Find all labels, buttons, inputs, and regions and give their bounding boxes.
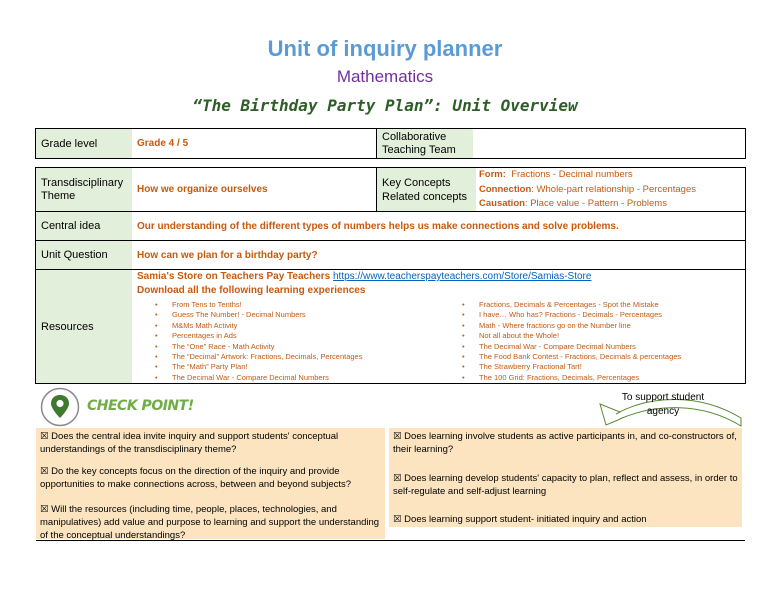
- unit-question-value: How can we plan for a birthday party?: [137, 249, 318, 261]
- agency-callout-text: To support student agency: [621, 392, 705, 417]
- resource-item: • I have… Who has? Fractions - Decimals - Percentages: [462, 310, 681, 320]
- checked-box-icon[interactable]: ☒: [40, 466, 49, 477]
- store-name: Samia's Store on Teachers Pay Teachers: [137, 271, 331, 282]
- key-concepts-title: Key Concepts: [382, 176, 451, 189]
- collaborative-team-label: Collaborative Teaching Team: [377, 129, 473, 158]
- resource-item: • The Strawberry Fractional Tart!: [462, 362, 681, 372]
- checkpoint-item-left-1: ☒ Does the central idea invite inquiry and support students' conceptual understandings of the transdisciplinary theme?: [40, 431, 339, 455]
- resource-item: • The 100 Grid: Fractions, Decimals, Percentages: [462, 373, 681, 383]
- store-link[interactable]: https://www.teacherspayteachers.com/Store/Samias-Store: [333, 271, 592, 282]
- page-subtitle: Mathematics: [336, 67, 434, 86]
- resource-item: • The “Math” Party Plan!: [155, 362, 362, 372]
- checkpoint-item-right-2: ☒ Does learning develop students' capacity to plan, reflect and assess, in order to self-regulate and self-adjust learning: [393, 473, 738, 497]
- checkpoint-item-right-3: ☒ Does learning support student- initiated inquiry and action: [393, 514, 647, 525]
- resources-list-left: [155, 300, 362, 383]
- checked-box-icon[interactable]: ☒: [393, 431, 402, 442]
- checked-box-icon[interactable]: ☒: [393, 473, 402, 484]
- checked-box-icon[interactable]: ☒: [40, 504, 49, 515]
- connection-value: Whole-part relationship - Percentages: [536, 183, 696, 195]
- resources-label: Resources: [36, 270, 132, 383]
- collaborative-team-value: [473, 129, 745, 158]
- resource-item: • Fractions, Decimals & Percentages - Spot the Mistake: [462, 300, 681, 310]
- resource-item: • The “One” Race - Math Activity: [155, 342, 362, 352]
- central-idea-label: Central idea: [36, 212, 132, 240]
- location-pin-icon: [40, 387, 80, 427]
- transdisciplinary-theme-label: Transdisciplinary Theme: [36, 168, 132, 211]
- key-concepts-label: [377, 168, 476, 211]
- checkpoint-item-left-3: ☒ Will the resources (including time, people, places, technologies, and manipulatives) add value and purpose to learning and support the understanding of the conceptual understandings?: [40, 504, 380, 541]
- checkpoint-item-left-2: ☒ Do the key concepts focus on the direction of the inquiry and provide opportunities to make connections across, between and beyond subjects?: [40, 466, 352, 490]
- form-value: Fractions - Decimal numbers: [511, 169, 633, 180]
- resource-item: • The Food Bank Contest - Fractions, Decimals & percentages: [462, 352, 681, 362]
- transdisciplinary-theme-value: How we organize ourselves: [137, 184, 268, 195]
- resource-item: • From Tens to Tenths!: [155, 300, 362, 310]
- resource-item: • The Decimal War - Compare Decimal Numbers: [462, 342, 681, 352]
- resource-item: • Math - Where fractions go on the Number line: [462, 321, 681, 331]
- checked-box-icon[interactable]: ☒: [40, 431, 49, 442]
- resource-item: • Not all about the Whole!: [462, 331, 681, 341]
- resource-item: • Guess The Number! - Decimal Numbers: [155, 310, 362, 320]
- unit-overview-heading: “The Birthday Party Plan”: Unit Overview: [192, 96, 578, 115]
- concepts-values: Form: Fractions - Decimal numbers Connection: Whole-part relationship - Percentages Causation: Place value - Pattern - Problems: [479, 169, 696, 209]
- download-heading: Download all the following learning experiences: [137, 285, 366, 296]
- causation-value: Place value - Pattern - Problems: [530, 198, 667, 209]
- grade-level-label: Grade level: [36, 129, 132, 158]
- central-idea-value: Our understanding of the different types of numbers helps us make connections and solve problems.: [137, 220, 619, 232]
- related-concepts-title: Related concepts: [382, 190, 467, 203]
- unit-question-label: Unit Question: [36, 241, 132, 269]
- resource-item: • The “Decimal” Artwork: Fractions, Decimals, Percentages: [155, 352, 362, 362]
- form-label: Form: [479, 169, 503, 180]
- page-title: Unit of inquiry planner: [267, 36, 503, 61]
- checkpoint-title: CHECK POINT!: [87, 398, 194, 414]
- resources-list-right: [462, 300, 681, 383]
- resource-item: • M&Ms Math Activity: [155, 321, 362, 331]
- checked-box-icon[interactable]: ☒: [393, 514, 402, 525]
- grade-level-value: Grade 4 / 5: [137, 138, 189, 149]
- resources-store-line: [137, 270, 737, 284]
- resource-item: • Percentages in Ads: [155, 331, 362, 341]
- checkpoint-item-right-1: ☒ Does learning involve students as active participants in, and co-constructors of, their learning?: [393, 431, 737, 455]
- resource-item: • The Decimal War - Compare Decimal Numbers: [155, 373, 362, 383]
- causation-label: Causation: [479, 198, 525, 209]
- connection-label: Connection: [479, 183, 532, 195]
